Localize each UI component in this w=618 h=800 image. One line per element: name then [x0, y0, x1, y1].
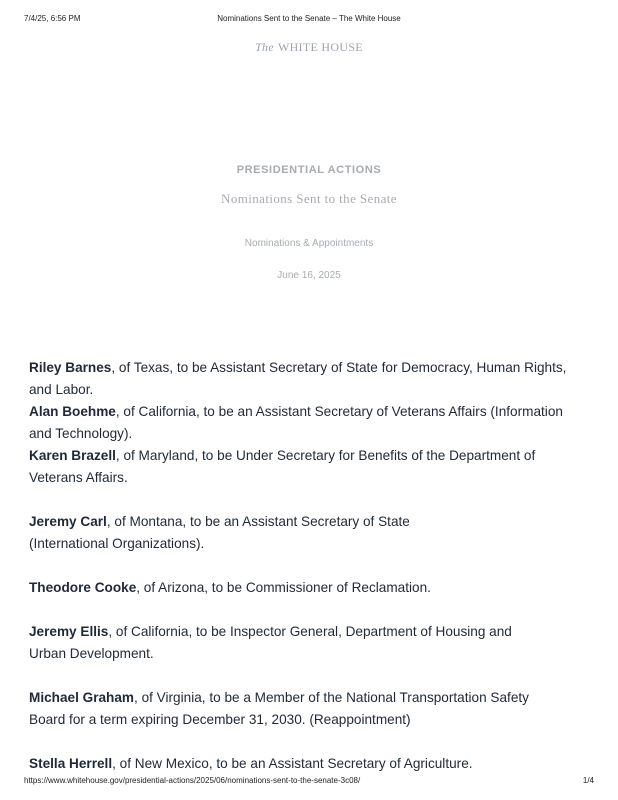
- article-kicker[interactable]: PRESIDENTIAL ACTIONS: [236, 164, 382, 176]
- page-title: Nominations Sent to the Senate: [221, 191, 397, 206]
- nomination-text-cont: and Technology).: [29, 426, 133, 441]
- print-header: [24, 14, 594, 26]
- nomination-item: [29, 753, 595, 775]
- logo-name: WHITE HOUSE: [277, 40, 363, 54]
- nominee-name: Jeremy Carl: [29, 514, 107, 529]
- nomination-text: , of Texas, to be Assistant Secretary of State for Democracy, Human Rights,: [111, 360, 567, 375]
- article-body: [29, 357, 595, 775]
- nominee-name: Alan Boehme: [29, 404, 116, 419]
- nomination-item: [29, 687, 595, 731]
- print-url: https://www.whitehouse.gov/presidential-actions/2025/06/nominations-sent-to-the-senate-3c08/: [24, 776, 361, 785]
- nomination-text-cont: (International Organizations).: [29, 536, 205, 551]
- nomination-text: , of Maryland, to be Under Secretary for Benefits of the Department of: [115, 448, 536, 463]
- nominee-name: Michael Graham: [29, 690, 135, 705]
- white-house-logo[interactable]: [0, 40, 618, 55]
- nominee-name: Jeremy Ellis: [29, 624, 109, 639]
- nomination-text: , of California, to be Inspector General, Department of Housing and: [108, 624, 512, 639]
- nominee-name: Stella Herrell: [29, 756, 113, 771]
- nomination-text: , of Montana, to be an Assistant Secretary of State: [106, 514, 410, 529]
- nomination-item: [29, 511, 595, 555]
- nomination-text-cont: Urban Development.: [29, 646, 154, 661]
- nomination-item: [29, 357, 595, 401]
- logo-the: The: [255, 40, 274, 54]
- nominee-name: Riley Barnes: [29, 360, 112, 375]
- page-number: 1/4: [582, 776, 594, 785]
- article-category[interactable]: Nominations & Appointments: [244, 238, 374, 249]
- nomination-item: [29, 621, 595, 665]
- nomination-text: , of New Mexico, to be an Assistant Secretary of Agriculture.: [112, 756, 473, 771]
- article-date: June 16, 2025: [277, 270, 341, 281]
- print-doc-title: Nominations Sent to the Senate – The White House: [217, 14, 401, 23]
- nomination-item: [29, 401, 595, 445]
- nomination-text: , of California, to be an Assistant Secretary of Veterans Affairs (Information: [115, 404, 563, 419]
- nomination-text-cont: Board for a term expiring December 31, 2030. (Reappointment): [29, 712, 411, 727]
- nominee-name: Karen Brazell: [29, 448, 116, 463]
- nomination-item: [29, 577, 595, 599]
- nominee-name: Theodore Cooke: [29, 580, 137, 595]
- nomination-text: , of Virginia, to be a Member of the National Transportation Safety: [134, 690, 529, 705]
- print-datetime: 7/4/25, 6:56 PM: [24, 14, 81, 23]
- nomination-text-cont: Veterans Affairs.: [29, 470, 128, 485]
- nomination-item: [29, 445, 595, 489]
- nomination-text-cont: and Labor.: [29, 382, 94, 397]
- nomination-text: , of Arizona, to be Commissioner of Reclamation.: [136, 580, 431, 595]
